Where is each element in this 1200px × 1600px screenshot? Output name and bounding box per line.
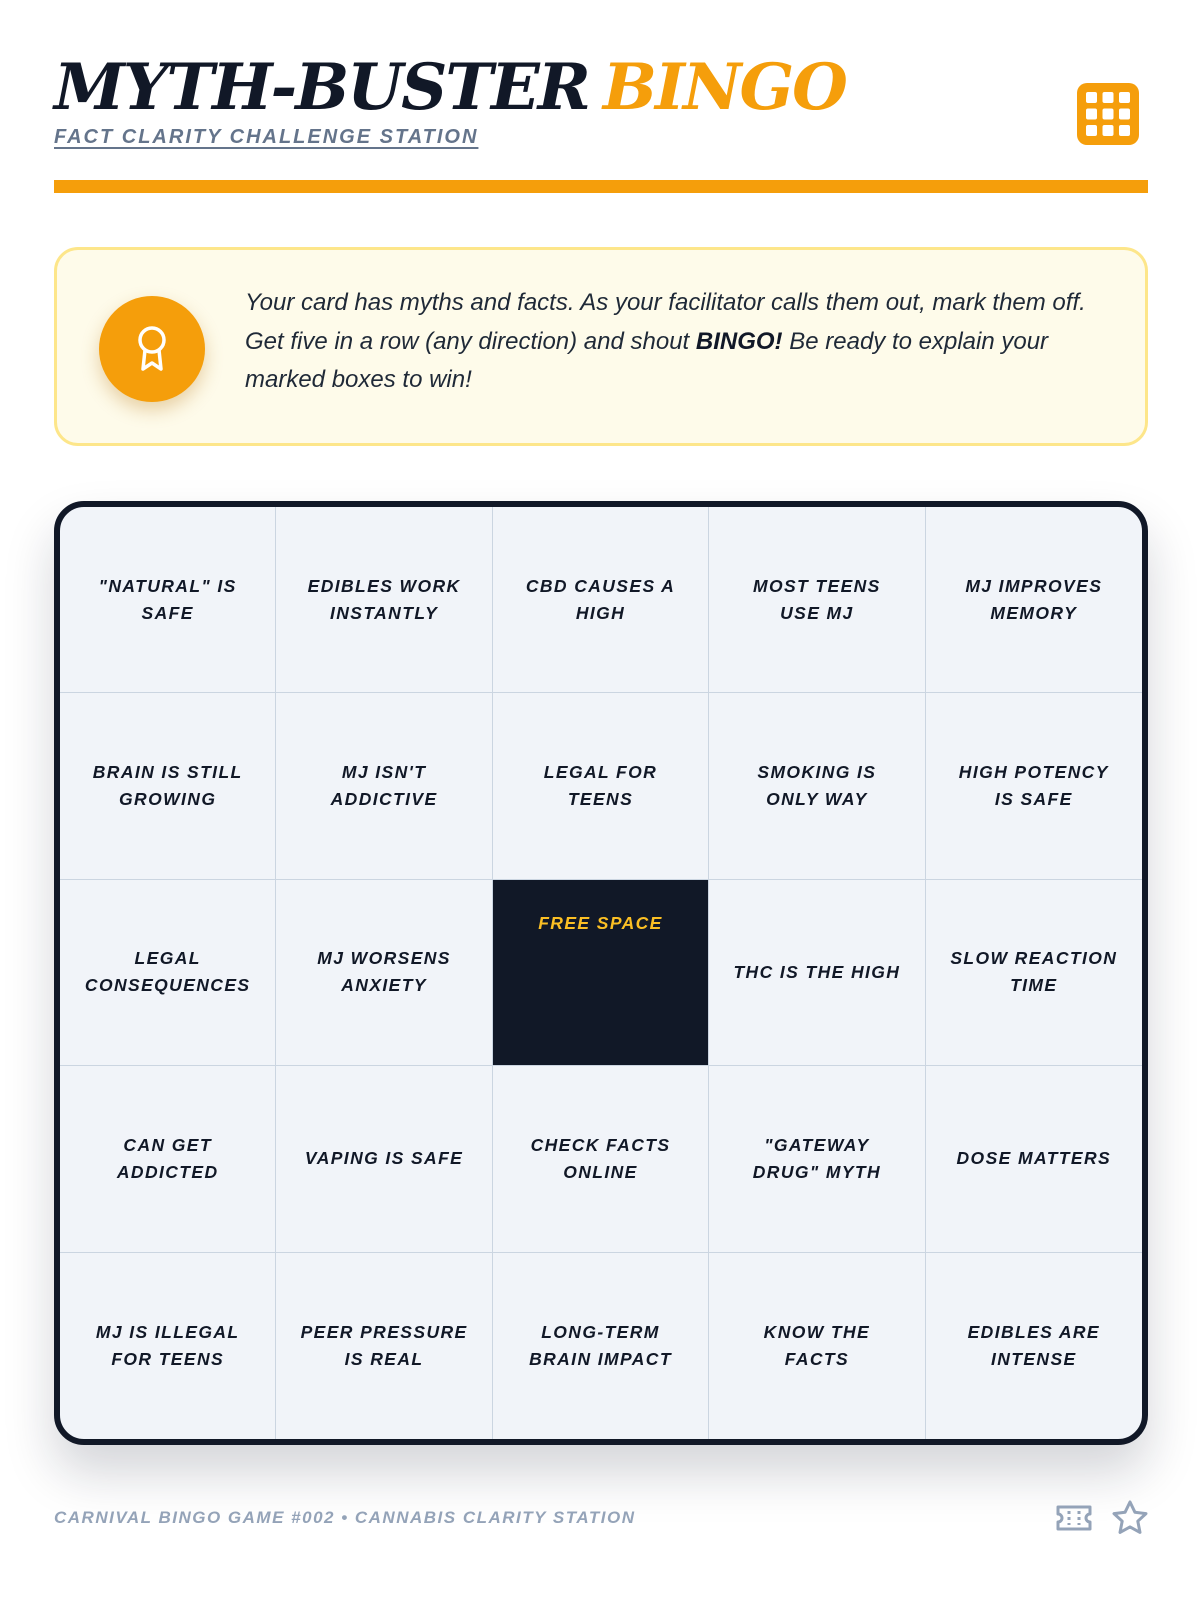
bingo-cell-label: PEER PRESSURE IS REAL <box>300 1321 468 1369</box>
title-main: MYTH-BUSTER <box>54 50 589 125</box>
bingo-cell-label: DOSE MATTERS <box>956 1148 1112 1169</box>
page-title <box>54 52 846 124</box>
bingo-cell[interactable] <box>709 1253 925 1439</box>
bingo-cell[interactable] <box>60 1066 276 1252</box>
ticket-icon <box>1054 1502 1094 1534</box>
bingo-cell[interactable] <box>493 507 709 693</box>
instructions-text-part1: Your card has myths and facts. As your facilitator calls them out, mark them off. Get five in a row (any direction) and shout <box>245 289 1086 355</box>
bingo-cell[interactable] <box>709 693 925 879</box>
bingo-cell[interactable] <box>493 1066 709 1252</box>
bingo-cell-label: HIGH POTENCY IS SAFE <box>958 762 1109 810</box>
free-space-label: FREE SPACE <box>538 912 663 933</box>
bingo-cell-label: BRAIN IS STILL GROWING <box>92 762 243 810</box>
bingo-cell[interactable] <box>926 1253 1142 1439</box>
star-icon <box>1110 1498 1150 1538</box>
bingo-cell-label: KNOW THE FACTS <box>763 1321 871 1369</box>
bingo-cell[interactable] <box>60 1253 276 1439</box>
bingo-cell[interactable] <box>709 880 925 1066</box>
bingo-cell[interactable] <box>276 1066 492 1252</box>
bingo-cell-label: "GATEWAY DRUG" MYTH <box>752 1134 882 1182</box>
bingo-cell-label: CBD CAUSES A HIGH <box>525 575 676 623</box>
bingo-card <box>54 501 1148 1445</box>
bingo-cell[interactable] <box>276 693 492 879</box>
bingo-cell[interactable] <box>276 880 492 1066</box>
title-accent: BINGO <box>602 50 846 125</box>
bingo-cell-label: VAPING IS SAFE <box>304 1148 464 1169</box>
bingo-cell-label: CHECK FACTS ONLINE <box>530 1134 671 1182</box>
bingo-cell[interactable] <box>493 693 709 879</box>
bingo-cell-label: EDIBLES ARE INTENSE <box>967 1321 1100 1369</box>
bingo-cell[interactable] <box>926 880 1142 1066</box>
footer-text: CARNIVAL BINGO GAME #002 • CANNABIS CLARITY STATION <box>54 1508 636 1527</box>
header-divider <box>54 180 1148 193</box>
bingo-cell-label: SLOW REACTION TIME <box>950 948 1118 996</box>
bingo-cell-label: CAN GET ADDICTED <box>116 1134 219 1182</box>
bingo-cell-label: MJ ISN'T ADDICTIVE <box>330 762 438 810</box>
bingo-grid <box>60 507 1142 1439</box>
award-ribbon-icon <box>130 323 174 375</box>
award-badge <box>99 296 205 402</box>
bingo-cell-label: MOST TEENS USE MJ <box>753 575 881 623</box>
page-subtitle: FACT CLARITY CHALLENGE STATION <box>54 126 479 148</box>
bingo-cell-label: THC IS THE HIGH <box>733 961 901 982</box>
bingo-cell[interactable] <box>60 693 276 879</box>
free-space-cell[interactable] <box>493 880 709 1066</box>
bingo-cell[interactable] <box>709 507 925 693</box>
bingo-cell-label: MJ IS ILLEGAL FOR TEENS <box>95 1321 240 1369</box>
bingo-cell[interactable] <box>709 1066 925 1252</box>
bingo-cell[interactable] <box>493 1253 709 1439</box>
bingo-cell[interactable] <box>926 507 1142 693</box>
bingo-cell-label: "NATURAL" IS SAFE <box>98 575 237 623</box>
instructions-panel <box>54 247 1148 446</box>
bingo-cell-label: MJ WORSENS ANXIETY <box>317 948 451 996</box>
instructions-text-part2: Be ready to explain your marked boxes to win! <box>245 327 1049 393</box>
bingo-cell-label: SMOKING IS ONLY WAY <box>757 762 877 810</box>
grid-icon <box>1074 80 1142 148</box>
bingo-cell[interactable] <box>60 880 276 1066</box>
bingo-cell-label: LONG-TERM BRAIN IMPACT <box>529 1321 672 1369</box>
bingo-cell-label: MJ IMPROVES MEMORY <box>965 575 1103 623</box>
bingo-cell[interactable] <box>276 1253 492 1439</box>
bingo-emphasis: BINGO! <box>695 327 783 355</box>
bingo-cell-label: LEGAL CONSEQUENCES <box>84 948 251 996</box>
instructions-text <box>245 284 1115 400</box>
bingo-cell[interactable] <box>926 693 1142 879</box>
bingo-cell-label: LEGAL FOR TEENS <box>543 762 658 810</box>
bingo-cell[interactable] <box>276 507 492 693</box>
bingo-cell[interactable] <box>926 1066 1142 1252</box>
bingo-cell-label: EDIBLES WORK INSTANTLY <box>307 575 461 623</box>
bingo-cell[interactable] <box>60 507 276 693</box>
